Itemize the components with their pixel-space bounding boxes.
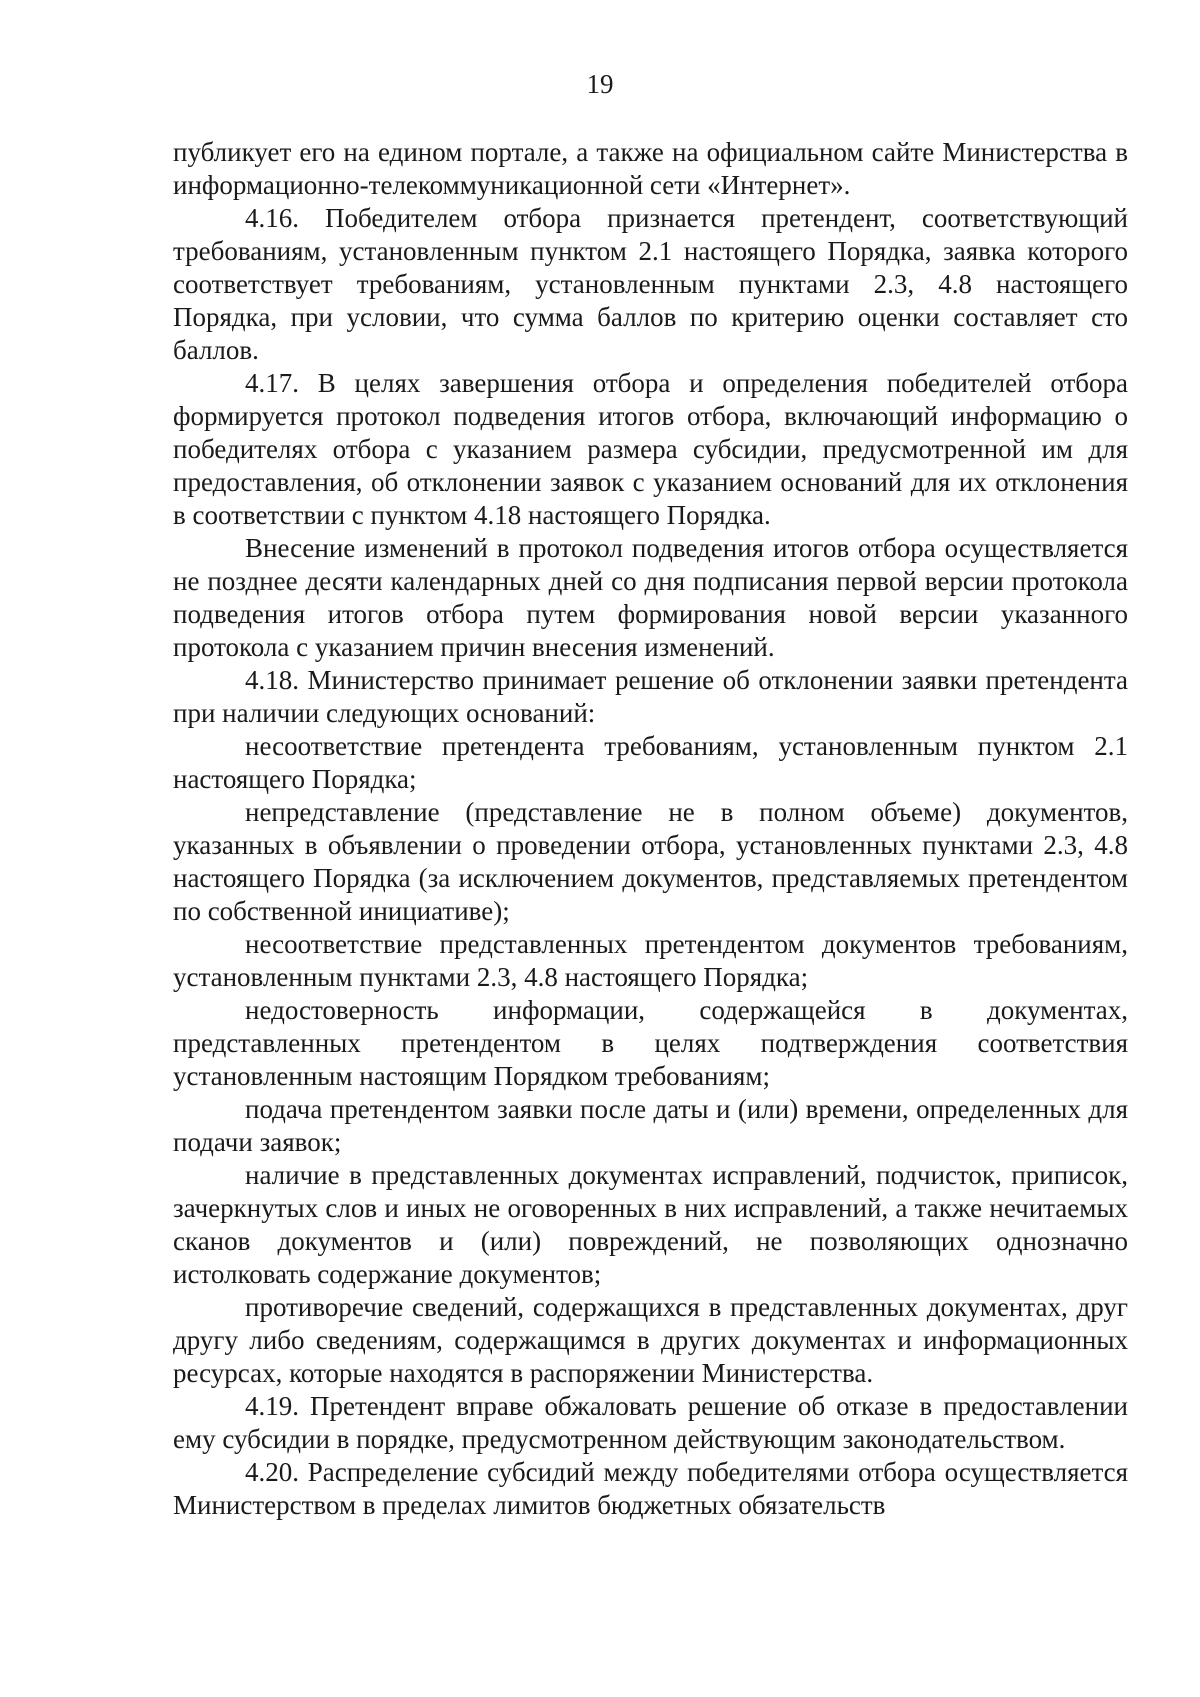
list-item-ground-1: несоответствие претендента требованиям, установленным пунктом 2.1 настоящего Порядка; <box>173 731 1128 794</box>
page-number: 19 <box>586 69 614 99</box>
paragraph-4-17: 4.17. В целях завершения отбора и определения победителей отбора формируется протокол подведения итогов отбора, включающий информацию о победителях отбора с указанием размера субсидии, предусмотренной им для предоставления, об отклонении заявок с указанием оснований для их отклонения в соответствии с пунктом 4.18 настоящего Порядка. <box>173 368 1128 530</box>
list-item-ground-6: наличие в представленных документах исправлений, подчисток, приписок, зачеркнутых слов и иных не оговоренных в них исправлений, а также нечитаемых сканов документов и (или) повреждений, не позволяющих однозначно истолковать содержание документов; <box>173 1160 1128 1289</box>
paragraph-4-16: 4.16. Победителем отбора признается претендент, соответствующий требованиям, установленным пунктом 2.1 настоящего Порядка, заявка которого соответствует требованиям, установленным пунктами 2.3, 4.8 настоящего Порядка, при условии, что сумма баллов по критерию оценки составляет сто баллов. <box>173 203 1128 365</box>
paragraph-continuation: публикует его на едином портале, а также на официальном сайте Министерства в информационно-телекоммуникационной сети «Интернет». <box>173 137 1128 200</box>
paragraph-4-18: 4.18. Министерство принимает решение об отклонении заявки претендента при наличии следующих оснований: <box>173 665 1128 728</box>
document-body <box>173 136 1128 1522</box>
list-item-ground-2: непредставление (представление не в полном объеме) документов, указанных в объявлении о проведении отбора, установленных пунктами 2.3, 4.8 настоящего Порядка (за исключением документов, представляемых претендентом по собственной инициативе); <box>173 797 1128 926</box>
list-item-ground-4: недостоверность информации, содержащейся в документах, представленных претендентом в целях подтверждения соответствия установленным настоящим Порядком требованиям; <box>173 995 1128 1091</box>
paragraph-4-19: 4.19. Претендент вправе обжаловать решение об отказе в предоставлении ему субсидии в порядке, предусмотренном действующим законодательством. <box>173 1391 1128 1454</box>
list-item-ground-3: несоответствие представленных претендентом документов требованиям, установленным пунктами 2.3, 4.8 настоящего Порядка; <box>173 929 1128 992</box>
list-item-ground-7: противоречие сведений, содержащихся в представленных документах, друг другу либо сведениям, содержащимся в других документах и информационных ресурсах, которые находятся в распоряжении Министерства. <box>173 1292 1128 1388</box>
list-item-ground-5: подача претендентом заявки после даты и (или) времени, определенных для подачи заявок; <box>173 1094 1128 1157</box>
paragraph-protocol-changes: Внесение изменений в протокол подведения итогов отбора осуществляется не позднее десяти календарных дней со дня подписания первой версии протокола подведения итогов отбора путем формирования новой версии указанного протокола с указанием причин внесения изменений. <box>173 533 1128 662</box>
paragraph-4-20: 4.20. Распределение субсидий между победителями отбора осуществляется Министерством в пределах лимитов бюджетных обязательств <box>173 1457 1128 1520</box>
